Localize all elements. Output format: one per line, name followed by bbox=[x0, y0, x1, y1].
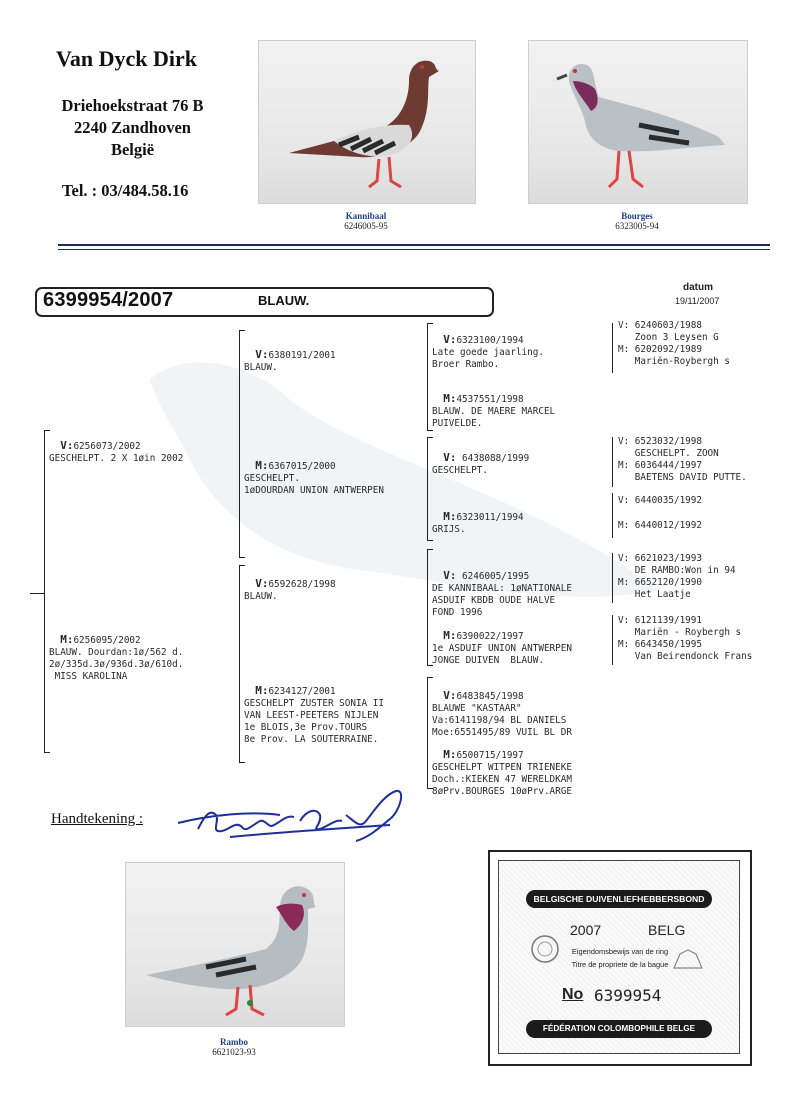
photo-bourges bbox=[528, 40, 748, 204]
g5-4-mother: M: 6643450/1995 Van Beirendonck Frans bbox=[618, 639, 753, 662]
g5-4-father: V: 6121139/1991 Mariën - Roybergh s bbox=[618, 615, 742, 638]
caption-bourges bbox=[528, 211, 746, 231]
g5-1-father: V: 6523032/1998 GESCHELPT. ZOON bbox=[618, 436, 719, 459]
ring-number: 6399954/2007 bbox=[43, 289, 174, 311]
owner-address bbox=[40, 95, 225, 161]
mf-mother: M:6390022/1997 1e ASDUIF UNION ANTWERPEN JONGE DUIVEN BLAUW. bbox=[432, 629, 572, 666]
certificate-number-prefix: No bbox=[562, 986, 584, 1003]
pigeon-bourges-image bbox=[529, 41, 747, 203]
g5-2-father: V: 6440035/1992 bbox=[618, 495, 702, 506]
ownership-certificate bbox=[488, 850, 752, 1066]
mf-father: V: 6246005/1995 DE KANNIBAAL: 1øNATIONALE ASDUIF KBDB OUDE HALVE FOND 1996 bbox=[432, 569, 572, 618]
father bbox=[49, 428, 183, 465]
g5-3-mother: M: 6652120/1990 Het Laatje bbox=[618, 577, 702, 600]
father-text: 6256073/2002 GESCHELPT. 2 X 1øin 2002 bbox=[49, 441, 184, 464]
certificate-number: 6399954 bbox=[594, 986, 662, 1005]
pigeon-rambo-image bbox=[126, 863, 344, 1026]
pigeon-kannibaal-image bbox=[259, 41, 475, 203]
mm-mother: M:6500715/1997 GESCHELPT WITPEN TRIENEKE Doch.:KIEKEN 47 WERELDKAM 8øPrv.BOURGES 10øPrv.ARGE bbox=[432, 748, 572, 797]
datum-value: 19/11/2007 bbox=[675, 296, 720, 306]
certificate-country: BELG bbox=[648, 922, 686, 938]
signature-label: Handtekening : bbox=[51, 811, 144, 827]
certificate-year: 2007 bbox=[570, 922, 602, 938]
certificate-org-bottom: FÉDÉRATION COLOMBOPHILE BELGE bbox=[526, 1020, 712, 1038]
ff-mother: M:4537551/1998 BLAUW. DE MAERE MARCEL PUIVELDE. bbox=[432, 392, 556, 429]
certificate-org-top: BELGISCHE DUIVENLIEFHEBBERSBOND bbox=[526, 890, 712, 908]
certificate-line1: Eigendomsbewijs van de ring bbox=[571, 947, 669, 956]
kannibaal-name: Kannibaal bbox=[345, 211, 387, 221]
ring-color: BLAUW. bbox=[258, 293, 310, 308]
father-code: V: bbox=[60, 439, 74, 452]
owner-country: België bbox=[110, 140, 155, 159]
owner-phone: Tel. : 03/484.58.16 bbox=[62, 181, 189, 200]
pigeon-watermark-icon bbox=[140, 340, 680, 660]
mother-mother: M:6234127/2001 GESCHELPT ZUSTER SONIA II VAN LEEST-PEETERS NIJLEN 1e BLOIS,3e Prov.TOURS 8e Prov. LA SOUTERRAINE. bbox=[244, 684, 384, 745]
owner-street: Driehoekstraat 76 B bbox=[61, 96, 204, 115]
bourges-name: Bourges bbox=[621, 211, 653, 221]
caption-kannibaal bbox=[258, 211, 474, 231]
signature-image bbox=[170, 785, 410, 855]
g5-0-mother: M: 6202092/1989 Mariën-Roybergh s bbox=[618, 344, 730, 367]
datum-label: datum bbox=[683, 282, 713, 293]
kannibaal-ring: 6246005-95 bbox=[344, 221, 388, 231]
g5-2-mother: M: 6440012/1992 bbox=[618, 520, 702, 531]
owner-name: Van Dyck Dirk bbox=[56, 46, 197, 71]
bourges-ring: 6323005-94 bbox=[615, 221, 659, 231]
rambo-name: Rambo bbox=[219, 1037, 248, 1047]
mother bbox=[49, 622, 183, 683]
father-mother: M:6367015/2000 GESCHELPT. 1øDOURDAN UNION ANTWERPEN bbox=[244, 459, 384, 496]
mother-text: 6256095/2002 BLAUW. Dourdan:1ø/562 d. 2ø/335d.3ø/936d.3ø/610d. MISS KAROLINA bbox=[49, 635, 184, 682]
father-father: V:6380191/2001 BLAUW. bbox=[244, 348, 336, 373]
rambo-ring: 6621023-93 bbox=[212, 1047, 256, 1057]
fm-father: V: 6438088/1999 GESCHELPT. bbox=[432, 451, 530, 476]
mother-father: V:6592628/1998 BLAUW. bbox=[244, 577, 336, 602]
photo-kannibaal bbox=[258, 40, 476, 204]
mm-father: V:6483845/1998 BLAUWE "KASTAAR" Va:6141198/94 BL DANIELS Moe:6551495/89 VUIL BL DR bbox=[432, 689, 572, 738]
owner-city: 2240 Zandhoven bbox=[74, 118, 191, 137]
mother-code: M: bbox=[60, 633, 74, 646]
g5-0-father: V: 6240603/1988 Zoon 3 Leysen G bbox=[618, 320, 719, 343]
g5-1-mother: M: 6036444/1997 BAETENS DAVID PUTTE. bbox=[618, 460, 747, 483]
certificate-line2: Titre de propriete de la bague bbox=[571, 960, 669, 969]
ff-father: V:6323100/1994 Late goede jaarling. Broer Rambo. bbox=[432, 333, 544, 370]
photo-rambo bbox=[125, 862, 345, 1027]
fm-mother: M:6323011/1994 GRIJS. bbox=[432, 510, 524, 535]
caption-rambo bbox=[125, 1037, 343, 1057]
header-divider bbox=[58, 244, 770, 250]
g5-3-father: V: 6621023/1993 DE RAMBO:Won in 94 bbox=[618, 553, 736, 576]
